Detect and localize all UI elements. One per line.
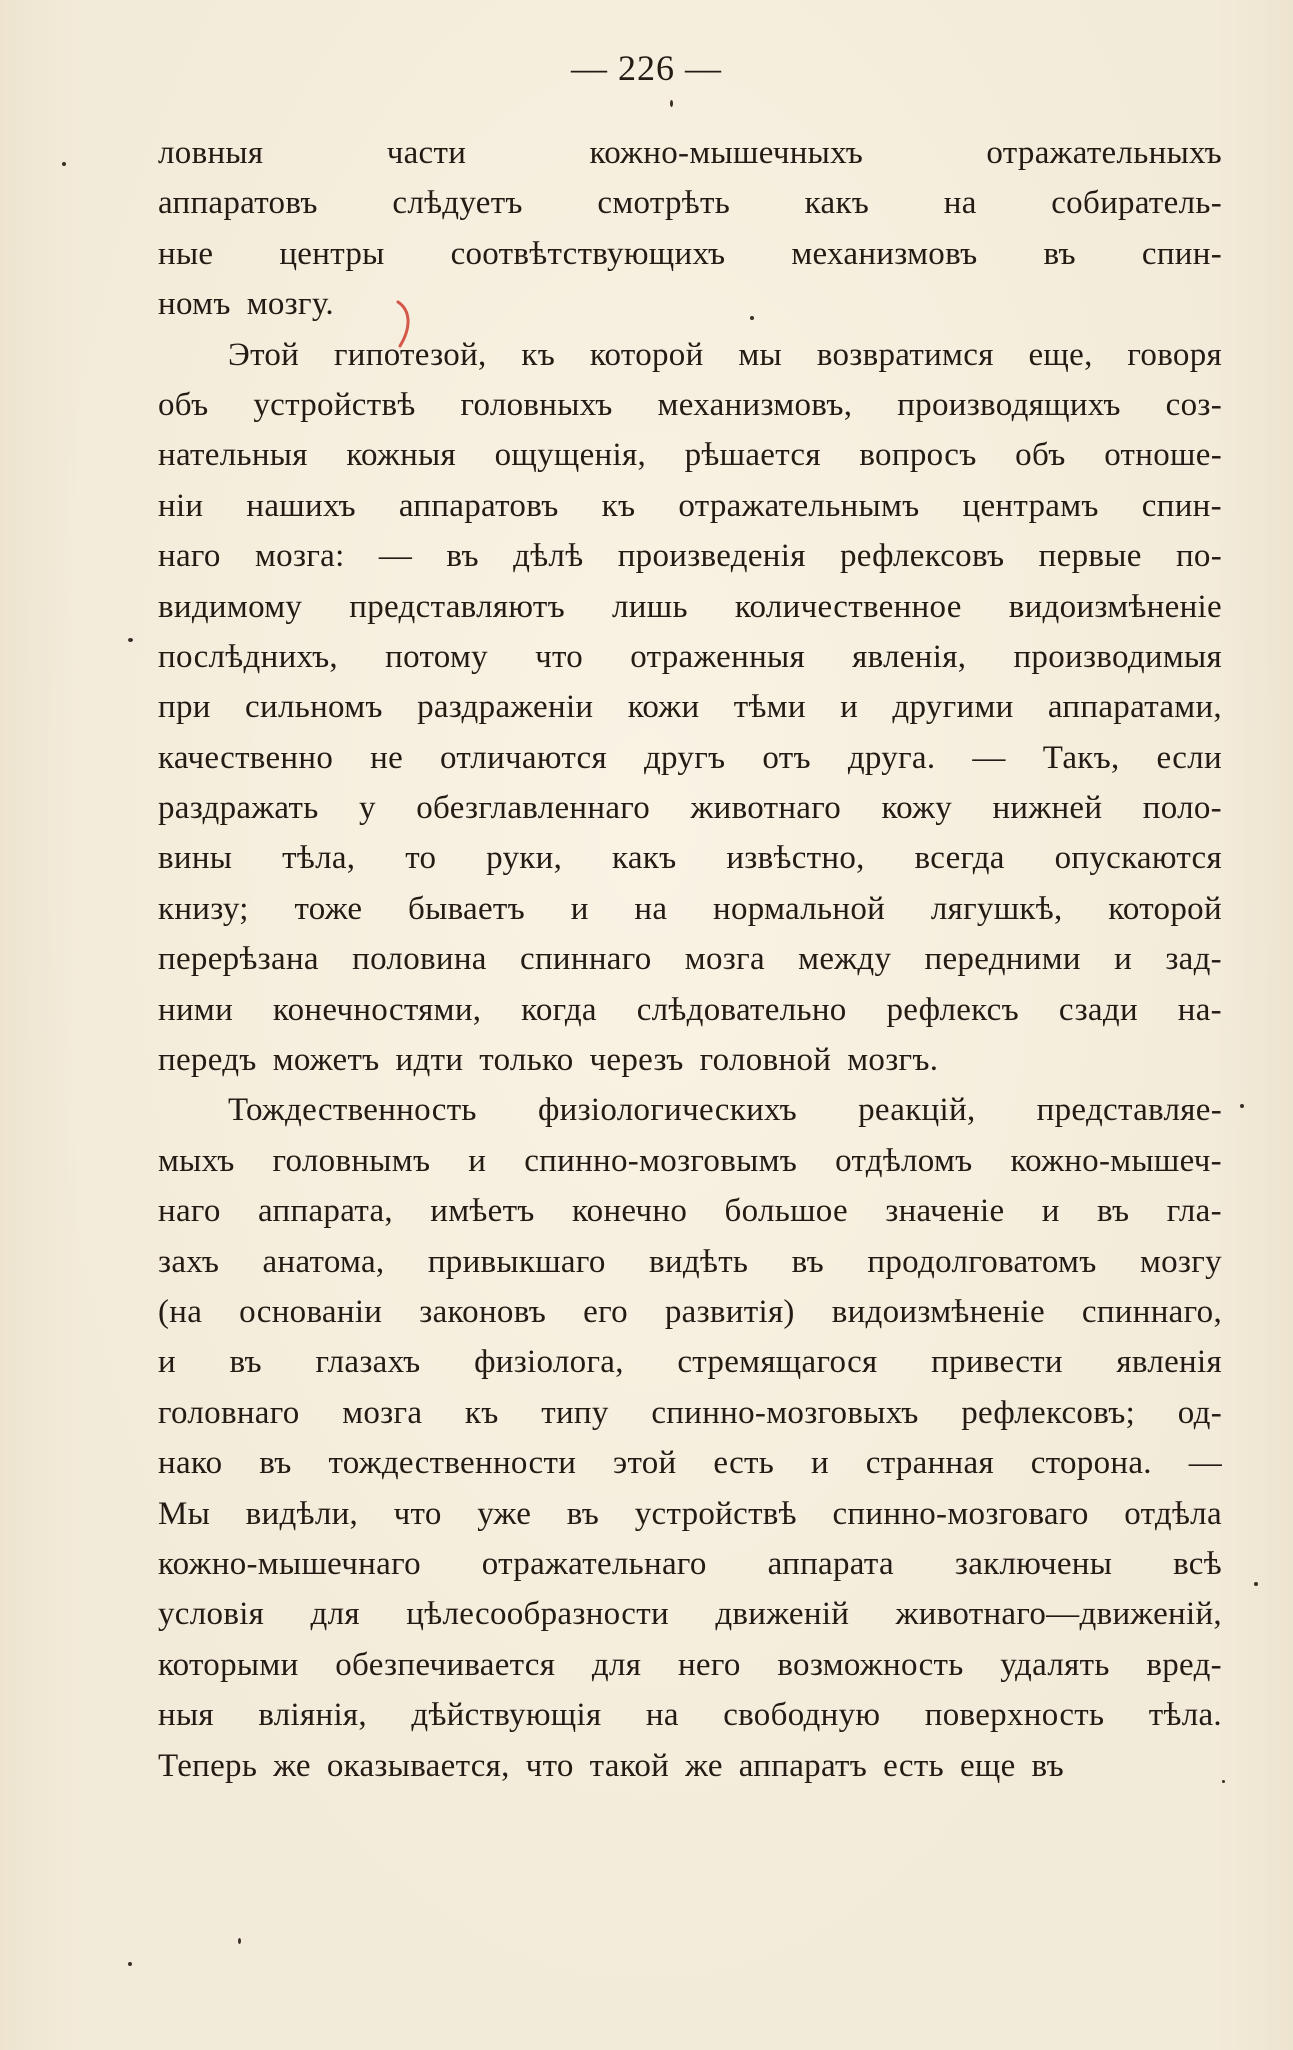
word: поло- [1142,790,1222,827]
word: нормальной [713,890,886,927]
word: наго [158,538,221,575]
text-line [158,1237,1222,1287]
word: реакцій, [858,1092,976,1129]
word: кожно-мышечныхъ [589,135,864,171]
word: тѣла. [1148,1697,1222,1734]
word: заключены [954,1545,1113,1582]
word: въ [229,1344,262,1381]
word: отражательнаго [481,1545,707,1582]
word: ныя [158,1697,214,1734]
word: что [393,1495,442,1532]
word: не [370,739,404,776]
word: возвратимся [816,336,994,373]
word: собиратель- [1051,185,1222,222]
word: видѣть [649,1243,749,1280]
word: физіологическихъ [537,1092,797,1129]
word: механизмовъ [791,235,978,272]
word: дѣйствующія [411,1697,602,1734]
word: на [943,185,977,222]
word: передними [924,941,1081,978]
text-line [158,1589,1222,1639]
word: которой [1108,890,1222,927]
word: когда [521,991,597,1028]
print-speck [62,162,66,166]
word: потому [385,638,488,675]
print-speck [128,1962,132,1966]
word: которой [589,336,704,373]
word: ные [158,235,214,272]
word: раздражать [158,790,319,827]
text-line [158,934,1222,984]
word: отраженныя [630,638,805,675]
word: для [591,1646,642,1683]
word: ніи [158,487,204,524]
text-line [158,1388,1222,1438]
word: какъ [611,840,677,877]
word: поверхность [924,1697,1105,1734]
word: на [645,1697,679,1734]
word: нако [158,1445,223,1482]
word: которыми [158,1646,299,1683]
word: мозга [684,941,765,978]
text-line [158,783,1222,833]
print-speck [670,100,673,107]
word: только [479,1042,574,1079]
text-line [158,481,1222,531]
text-line [158,733,1222,783]
word: продолговатомъ [867,1243,1097,1280]
word: къ [601,487,636,524]
word: привыкшаго [427,1243,606,1280]
text-line [158,229,1222,279]
text-line [158,430,1222,480]
word: ними [158,991,234,1028]
text-line [158,682,1222,732]
word: зад- [1165,941,1222,978]
print-speck [1254,1582,1258,1586]
word: тоже [294,890,363,927]
word: Этой [228,336,300,373]
word: конечностями, [272,991,482,1028]
word: и [810,1445,829,1482]
word: къ [464,1394,499,1431]
word: лишь [612,588,688,625]
word: нашихъ [246,487,356,524]
word: оказывается, [326,1747,510,1784]
word: Мы [158,1495,211,1532]
word: животнаго [690,790,842,827]
word: отдѣла [1124,1495,1222,1532]
word: рефлексъ [886,991,1019,1028]
word: законовъ [419,1293,547,1330]
text-line [158,1640,1222,1690]
word: гла- [1166,1193,1222,1230]
word: видоизмѣненіе [1008,588,1222,625]
word: и [468,1142,487,1179]
word: передъ [158,1042,257,1079]
word: вины [158,840,233,877]
word: видоизмѣненіе [831,1293,1045,1330]
word: явленія [1116,1344,1222,1381]
word: перерѣзана [158,941,319,978]
word: всѣ [1173,1545,1222,1582]
word: опускаются [1054,840,1222,877]
print-speck [1222,1780,1225,1783]
word: головнымъ [272,1142,431,1179]
word: аппарата, [258,1193,393,1230]
word: то [405,840,437,877]
word: по- [1175,538,1222,575]
word: од- [1177,1394,1222,1431]
word: какъ [804,185,870,222]
word: въ [1043,235,1076,272]
word: рефлексовъ; [961,1394,1136,1431]
word: вопросъ [859,437,977,474]
text-line [158,1136,1222,1186]
word: анатома, [262,1243,385,1280]
word: и [1114,941,1133,978]
print-speck [128,638,133,642]
word: головныхъ [460,386,613,423]
text-line [158,582,1222,632]
word: удалять [1000,1646,1110,1683]
word: основаніи [239,1293,383,1330]
word: отноше- [1104,437,1222,474]
word: — [972,739,1006,776]
text-line [158,985,1222,1035]
word: слѣдуетъ [392,185,523,222]
word: глазахъ [315,1344,421,1381]
word: раздраженіи [417,689,594,726]
word: аппаратовъ [158,185,318,222]
text-line [158,1741,1222,1791]
word: Тождественность [228,1092,477,1129]
word: количественное [734,588,962,625]
word: же [685,1747,723,1784]
word: движеній [715,1596,850,1633]
text-line [158,1690,1222,1740]
word: кожныя [346,437,456,474]
word: отражательнымъ [678,487,920,524]
word: привести [931,1344,1063,1381]
word: уже [477,1495,532,1532]
word: производимыя [1013,638,1222,675]
word: аппарата [767,1545,894,1582]
word: въ [566,1495,600,1532]
word: этой [613,1445,677,1482]
text-line [158,1438,1222,1488]
print-speck [1240,1104,1244,1108]
word: всегда [914,840,1005,877]
word: смотрѣть [597,185,731,222]
word: мы [738,336,783,373]
text-line [158,279,1222,329]
word: же [273,1747,311,1784]
word: въ [791,1243,825,1280]
word: и [1041,1193,1060,1230]
word: спин- [1141,487,1222,524]
word: извѣстно, [726,840,865,877]
word: первые [1038,538,1142,575]
word: въ [446,538,479,575]
word: головнаго [158,1394,300,1431]
word: дѣлѣ [513,538,584,575]
word: сзади [1058,991,1138,1028]
word: нижней [992,790,1103,827]
word: вред- [1146,1646,1222,1683]
text-line [158,632,1222,682]
word: представляютъ [349,588,565,625]
text-line [158,1489,1222,1539]
body-text [158,128,1222,1791]
word: спиннаго, [1081,1293,1222,1330]
word: на- [1177,991,1222,1028]
word: ловныя [158,135,264,171]
word: обезглавленнаго [416,790,651,827]
word: Теперь [158,1747,258,1784]
text-line [158,1085,1222,1135]
word: лягушкѣ, [930,890,1063,927]
word: аппаратами, [1047,689,1222,726]
word: руки, [486,840,563,877]
print-speck [238,1938,241,1944]
word: явленія, [852,638,967,675]
word: спинно-мозговымъ [524,1142,798,1179]
word: спинно-мозговыхъ [651,1394,919,1431]
word: объ [1015,437,1066,474]
word: и [840,689,859,726]
word: рефлексовъ [839,538,1005,575]
word: отдѣломъ [835,1142,973,1179]
word: мыхъ [158,1142,235,1179]
word: отличаются [440,739,607,776]
word: тѣла, [282,840,356,877]
word: представляе- [1036,1092,1222,1129]
word: мозга: [255,538,345,575]
word: такой [589,1747,670,1784]
text-line [158,531,1222,581]
word: него [677,1646,741,1683]
word: можетъ [272,1042,380,1079]
word: черезъ [589,1042,684,1079]
word: тождественности [328,1445,577,1482]
word: центры [279,235,385,272]
word: имѣетъ [430,1193,535,1230]
word: на [634,890,668,927]
word: номъ [158,286,231,323]
word: отъ [762,739,811,776]
word: типу [541,1394,609,1431]
word: что [525,1747,574,1784]
text-line [158,1287,1222,1337]
text-line [158,380,1222,430]
word: аппаратъ [738,1747,868,1784]
word: механизмовъ, [657,386,853,423]
page-number: — 226 — [571,48,722,88]
word: мозгу. [246,286,334,323]
word: если [1156,739,1222,776]
word: значеніе [885,1193,1005,1230]
word: ощущенія, [494,437,647,474]
word: вліянія, [258,1697,367,1734]
word: аппаратовъ [398,487,559,524]
word: свободную [723,1697,881,1734]
word: бываетъ [408,890,526,927]
word: цѣлесообразности [406,1596,669,1633]
word: половина [352,941,487,978]
word: другими [892,689,1014,726]
word: отражательныхъ [986,135,1222,171]
word: между [798,941,892,978]
print-speck [750,316,754,320]
word: производящихъ [897,386,1121,423]
word: идти [395,1042,464,1079]
word: условія [158,1596,265,1633]
text-line [158,330,1222,380]
word: устройствѣ [634,1495,797,1532]
word: еще [959,1747,1016,1784]
word: странная [865,1445,994,1482]
word: объ [158,386,209,423]
word: мозга [342,1394,423,1431]
word: и [158,1344,176,1381]
word: книзу; [158,890,249,927]
word: сильномъ [245,689,383,726]
word: еще, [1028,336,1093,373]
word: кожу [881,790,953,827]
word: слѣдовательно [636,991,847,1028]
word: произведенія [617,538,806,575]
word: кожи [627,689,700,726]
word: части [386,135,467,171]
word: для [310,1596,360,1633]
word: (на [158,1293,203,1330]
word: мозгъ. [847,1042,939,1079]
word: послѣднихъ, [158,638,338,675]
word: кожно-мышечнаго [158,1545,421,1582]
word: есть [883,1747,944,1784]
word: соз- [1165,386,1222,423]
word: другъ [643,739,726,776]
word: сторона. [1030,1445,1152,1482]
word: къ [521,336,556,373]
text-line [158,1186,1222,1236]
text-line [158,1035,1222,1085]
text-line [158,884,1222,934]
text-line [158,1539,1222,1589]
word: животнаго—движеній, [895,1596,1222,1633]
word: спиннаго [520,941,652,978]
word: большое [724,1193,848,1230]
word: соотвѣтствующихъ [450,235,726,272]
word: мозгу [1139,1243,1222,1280]
word: гипотезой, [333,336,487,373]
word: спин- [1141,235,1222,272]
word: качественно [158,739,334,776]
word: говоря [1127,336,1222,373]
word: въ [1031,1747,1064,1784]
word: при [158,689,211,726]
word: рѣшается [684,437,821,474]
word: захъ [158,1243,220,1280]
word: центрамъ [962,487,1099,524]
text-line [158,128,1222,178]
text-line [158,1337,1222,1387]
word: спинно-мозговаго [832,1495,1089,1532]
word: его [583,1293,628,1330]
text-line [158,178,1222,228]
word: друга. [847,739,936,776]
word: видимому [158,588,303,625]
word: въ [1096,1193,1130,1230]
word: стремящагося [677,1344,878,1381]
word: есть [713,1445,775,1482]
word: возможность [777,1646,964,1683]
text-line [158,833,1222,883]
word: головной [699,1042,832,1079]
word: физіолога, [474,1344,624,1381]
word: въ [259,1445,292,1482]
word: — [378,538,413,575]
word: устройствѣ [253,386,416,423]
word: конечно [571,1193,688,1230]
word: обезпечивается [335,1646,556,1683]
word: тѣми [733,689,806,726]
word: нательныя [158,437,308,474]
word: что [535,638,584,675]
word: Такъ, [1042,739,1120,776]
word: развитія) [664,1293,795,1330]
word: видѣли, [245,1495,359,1532]
word: — [1188,1445,1222,1482]
word: кожно-мышеч- [1010,1142,1222,1179]
word: наго [158,1193,221,1230]
word: у [359,790,376,827]
word: и [570,890,589,927]
